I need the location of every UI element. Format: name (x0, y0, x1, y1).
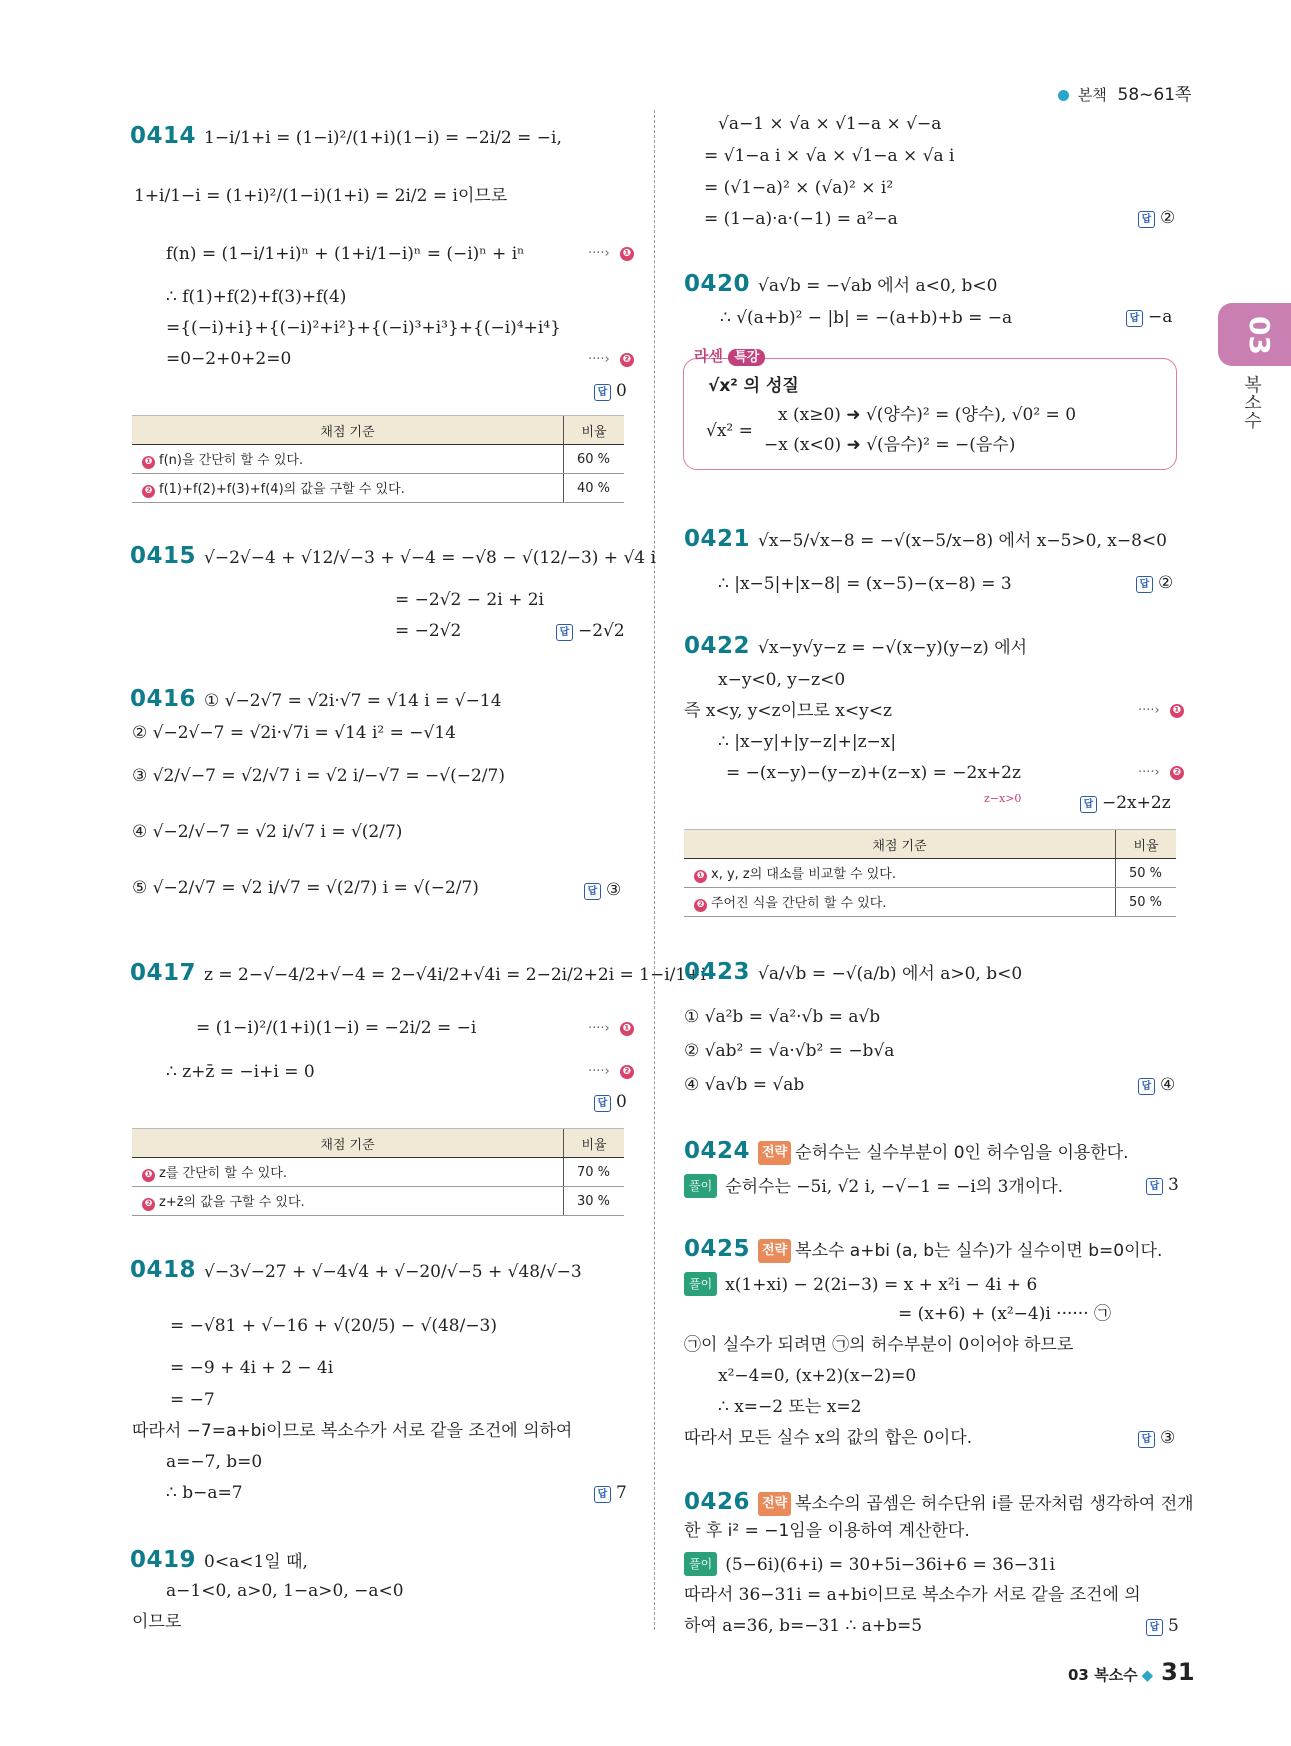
problem-0419-line4: √a−1 × √a × √1−a × √−a (718, 114, 942, 134)
answer-icon: 답 (556, 624, 573, 641)
problem-0424-solution (684, 1174, 1063, 1198)
strategy-tag: 전략 (758, 1239, 791, 1263)
lecture-pill: 특강 (728, 349, 765, 366)
problem-number: 0420 (684, 271, 751, 297)
answer-icon: 답 (1138, 1431, 1155, 1448)
footer-star-icon: ◆ (1141, 1666, 1154, 1684)
grading-table-0422 (684, 829, 1176, 917)
chapter-number: 03 (1242, 316, 1276, 355)
strategy-tag: 전략 (758, 1492, 791, 1516)
problem-0415-line1 (130, 545, 656, 569)
table-header: 채점 기준 (132, 416, 564, 445)
problem-number: 0426 (684, 1489, 751, 1515)
strategy-tag: 전략 (758, 1141, 791, 1165)
reference-label: 본책 (1077, 86, 1107, 104)
answer-value: ④ (1160, 1075, 1176, 1095)
lecture-title: √x² 의 성질 (708, 376, 799, 396)
problem-0422-line1 (684, 635, 1027, 659)
reference-dot-icon (1058, 90, 1069, 101)
strategy-text: 복소수의 곱셈은 허수단위 i를 문자처럼 생각하여 전개 (795, 1494, 1194, 1514)
chapter-tab (1218, 303, 1291, 366)
problem-0424-answer (1146, 1175, 1179, 1195)
problem-0415-line3: = −2√2 (395, 621, 462, 641)
problem-0414-line3: f(n) = (1−i/1+i)ⁿ + (1+i/1−i)ⁿ = (−i)ⁿ + iⁿ (166, 244, 525, 264)
problem-0414-line6: =0−2+0+2=0 (166, 349, 292, 369)
problem-number: 0418 (130, 1257, 197, 1283)
table-cell: 60 % (564, 445, 625, 474)
answer-value: 3 (1168, 1175, 1179, 1195)
problem-0418-line6: a=−7, b=0 (166, 1452, 263, 1472)
problem-0414-line5: ={(−i)+i}+{(−i)²+i²}+{(−i)³+i³}+{(−i)⁴+i⁴} (166, 318, 561, 338)
answer-icon: 답 (1138, 1078, 1155, 1095)
problem-0418-line3: = −9 + 4i + 2 − 4i (170, 1358, 334, 1378)
grading-table-0417 (132, 1128, 624, 1216)
answer-icon: 답 (1146, 1619, 1163, 1636)
problem-0424-strategy (684, 1140, 1129, 1165)
step-marker: ····› ❷ (588, 1064, 634, 1079)
problem-0419-answer (1138, 208, 1175, 228)
footer-chapter: 03 복소수 (1068, 1666, 1138, 1684)
table-cell: f(1)+f(2)+f(3)+f(4)의 값을 구할 수 있다. (159, 482, 405, 497)
equation: ① √−2√7 = √2i·√7 = √14 i = √−14 (204, 691, 502, 711)
step-1-icon: ❶ (142, 456, 155, 469)
answer-value: 5 (1168, 1616, 1179, 1636)
problem-0425-line4: x²−4=0, (x+2)(x−2)=0 (718, 1366, 917, 1386)
equation: √x−5/√x−8 = −√(x−5/x−8) 에서 x−5>0, x−8<0 (758, 531, 1167, 551)
problem-0421-line1 (684, 528, 1167, 552)
problem-0416-line3: ③ √2/√−7 = √2/√7 i = √2 i/−√7 = −√(−2/7) (132, 766, 505, 786)
problem-0425-line1 (684, 1272, 1037, 1296)
lecture-row2: −x (x<0) ➜ √(음수)² = −(음수) (764, 435, 1016, 455)
step-marker: ····› ❶ (588, 246, 634, 261)
page-reference (1058, 80, 1191, 105)
problem-0422-line5: = −(x−y)−(y−z)+(z−x) = −2x+2z (726, 763, 1021, 783)
problem-0416-line4: ④ √−2/√−7 = √2 i/√7 i = √(2/7) (132, 822, 403, 842)
table-header: 비율 (1116, 830, 1177, 859)
page-number: 31 (1161, 1658, 1195, 1686)
problem-number: 0415 (130, 543, 197, 569)
equation: √x−y√y−z = −√(x−y)(y−z) 에서 (758, 638, 1028, 658)
problem-0419-line3: 이므로 (132, 1612, 182, 1632)
table-header: 비율 (564, 416, 625, 445)
table-header: 채점 기준 (684, 830, 1116, 859)
problem-0422-answer (1080, 793, 1171, 813)
problem-0421-answer (1136, 573, 1173, 593)
table-cell: z를 간단히 할 수 있다. (159, 1166, 287, 1181)
solution-tag: 풀이 (684, 1174, 717, 1198)
table-row (132, 1187, 564, 1216)
strategy-text: 복소수 a+bi (a, b는 실수)가 실수이면 b=0이다. (795, 1241, 1163, 1261)
problem-0416-line2: ② √−2√−7 = √2i·√7i = √14 i² = −√14 (132, 723, 456, 743)
step-marker: ····› ❷ (1138, 765, 1184, 780)
problem-0422-line3: 즉 x<y, y<z이므로 x<y<z (684, 701, 892, 721)
problem-0423-line2: ① √a²b = √a²·√b = a√b (684, 1007, 881, 1027)
answer-value: ③ (606, 880, 622, 900)
step-1-icon: ❶ (694, 870, 707, 883)
answer-value: −2x+2z (1102, 793, 1171, 813)
equation: √−2√−4 + √12/√−3 + √−4 = −√8 − √(12/−3) + √4 i (204, 548, 656, 568)
problem-0420-line2: ∴ √(a+b)² − |b| = −(a+b)+b = −a (720, 308, 1013, 328)
problem-0415-line2: = −2√2 − 2i + 2i (395, 590, 544, 610)
table-row (132, 474, 564, 503)
problem-0425-line6: 따라서 모든 실수 x의 값의 합은 0이다. (684, 1428, 973, 1448)
answer-value: 7 (616, 1483, 627, 1503)
equation: √−3√−27 + √−4√4 + √−20/√−5 + √48/√−3 (204, 1262, 582, 1282)
problem-0423-answer (1138, 1075, 1175, 1095)
problem-0419-line5: = √1−a i × √a × √1−a × √a i (704, 146, 955, 166)
lecture-row1: x (x≥0) ➜ √(양수)² = (양수), √0² = 0 (778, 405, 1077, 425)
equation: 1−i/1+i = (1−i)²/(1+i)(1−i) = −2i/2 = −i, (204, 128, 562, 148)
problem-0422-line2: x−y<0, y−z<0 (718, 670, 846, 690)
chapter-title: 복소수 (1241, 375, 1262, 429)
problem-0419-line7: = (1−a)·a·(−1) = a²−a (704, 209, 898, 229)
problem-0417-line3: ∴ z+z̄ = −i+i = 0 (166, 1062, 315, 1082)
table-header: 채점 기준 (132, 1129, 564, 1158)
table-row (132, 445, 564, 474)
step-2-icon: ❷ (1170, 766, 1184, 780)
problem-0420-line1 (684, 273, 997, 297)
table-cell: 50 % (1116, 888, 1177, 917)
problem-number: 0416 (130, 686, 197, 712)
answer-value: 0 (616, 1092, 627, 1112)
grading-table-0414 (132, 415, 624, 503)
equation: x(1+xi) − 2(2i−3) = x + x²i − 4i + 6 (725, 1275, 1038, 1295)
table-cell: x, y, z의 대소를 비교할 수 있다. (711, 867, 896, 882)
problem-0417-line2: = (1−i)²/(1+i)(1−i) = −2i/2 = −i (196, 1018, 477, 1038)
equation: 0<a<1일 때, (204, 1552, 308, 1572)
step-1-icon: ❶ (620, 247, 634, 261)
equation: z = 2−√−4/2+√−4 = 2−√4i/2+√4i = 2−2i/2+2i = 1−i/1+i (204, 965, 706, 985)
problem-0414-line1 (130, 125, 562, 149)
problem-0426-strategy (684, 1491, 1194, 1516)
table-cell: 40 % (564, 474, 625, 503)
step-1-icon: ❶ (620, 1022, 634, 1036)
problem-0425-line2: = (x+6) + (x²−4)i ······ ㉠ (898, 1304, 1112, 1324)
equation: √a√b = −√ab 에서 a<0, b<0 (758, 276, 998, 296)
problem-0416-line1 (130, 688, 502, 712)
answer-icon: 답 (1138, 211, 1155, 228)
problem-0426-line2: 따라서 36−31i = a+bi이므로 복소수가 서로 같을 조건에 의 (684, 1585, 1141, 1605)
problem-0425-line3: ㉠이 실수가 되려면 ㉠의 허수부분이 0이어야 하므로 (684, 1335, 1074, 1355)
problem-0423-line4: ④ √a√b = √ab (684, 1075, 805, 1095)
problem-0418-line5: 따라서 −7=a+bi이므로 복소수가 서로 같을 조건에 의하여 (132, 1421, 573, 1441)
step-2-icon: ❷ (142, 1198, 155, 1211)
problem-0426-line1 (684, 1552, 1055, 1576)
equation: (5−6i)(6+i) = 30+5i−36i+6 = 36−31i (725, 1555, 1056, 1575)
problem-0419-line2: a−1<0, a>0, 1−a>0, −a<0 (166, 1581, 404, 1601)
problem-0414-line2: 1+i/1−i = (1+i)²/(1−i)(1+i) = 2i/2 = i이므로 (134, 186, 508, 206)
problem-number: 0423 (684, 959, 751, 985)
answer-value: ② (1158, 573, 1174, 593)
problem-0416-answer (584, 880, 621, 900)
equation: 순허수는 −5i, √2 i, −√−1 = −i의 3개이다. (725, 1177, 1064, 1197)
problem-0417-answer (594, 1092, 627, 1112)
table-cell: z+z̄의 값을 구할 수 있다. (159, 1195, 305, 1210)
problem-0422-note: z−x>0 (984, 792, 1022, 805)
problem-0425-strategy (684, 1238, 1162, 1263)
problem-0425-answer (1138, 1428, 1175, 1448)
problem-number: 0414 (130, 123, 197, 149)
answer-icon: 답 (594, 1095, 611, 1112)
answer-value: 0 (616, 381, 627, 401)
table-row (684, 888, 1116, 917)
table-row (132, 1158, 564, 1187)
step-2-icon: ❷ (142, 485, 155, 498)
lecture-heading (694, 345, 765, 366)
strategy-text: 순허수는 실수부분이 0인 허수임을 이용한다. (795, 1143, 1129, 1163)
problem-0423-line3: ② √ab² = √a·√b² = −b√a (684, 1041, 895, 1061)
lecture-lhs: √x² = (706, 421, 753, 441)
answer-icon: 답 (1080, 796, 1097, 813)
problem-0418-answer (594, 1483, 627, 1503)
problem-0426-strategy2: 한 후 i² = −1임을 이용하여 계산한다. (684, 1521, 970, 1541)
table-cell: 30 % (564, 1187, 625, 1216)
answer-icon: 답 (594, 384, 611, 401)
problem-0418-line1 (130, 1259, 582, 1283)
answer-icon: 답 (1146, 1178, 1163, 1195)
column-divider (654, 110, 655, 1630)
step-2-icon: ❷ (694, 899, 707, 912)
problem-0426-answer (1146, 1616, 1179, 1636)
problem-0422-line4: ∴ |x−y|+|y−z|+|z−x| (718, 732, 897, 752)
problem-0426-line3: 하여 a=36, b=−31 ∴ a+b=5 (684, 1616, 923, 1636)
answer-value: ③ (1160, 1428, 1176, 1448)
problem-0425-line5: ∴ x=−2 또는 x=2 (718, 1397, 862, 1417)
step-1-icon: ❶ (142, 1169, 155, 1182)
problem-number: 0417 (130, 960, 197, 986)
answer-icon: 답 (594, 1486, 611, 1503)
answer-value: ② (1160, 208, 1176, 228)
table-cell: 50 % (1116, 859, 1177, 888)
step-marker: ····› ❶ (1138, 703, 1184, 718)
problem-number: 0425 (684, 1236, 751, 1262)
problem-0414-answer (594, 381, 627, 401)
answer-icon: 답 (1136, 576, 1153, 593)
lecture-badge: 라센 (694, 347, 723, 365)
problem-0416-line5: ⑤ √−2/√7 = √2 i/√7 = √(2/7) i = √(−2/7) (132, 878, 479, 898)
equation: √a/√b = −√(a/b) 에서 a>0, b<0 (758, 964, 1023, 984)
step-1-icon: ❶ (1170, 704, 1184, 718)
problem-0417-line1 (130, 962, 706, 986)
problem-0419-line1 (130, 1549, 308, 1573)
table-cell: f(n)을 간단히 할 수 있다. (159, 453, 304, 468)
answer-value: −2√2 (578, 621, 625, 641)
solution-tag: 풀이 (684, 1272, 717, 1296)
step-marker: ····› ❶ (588, 1021, 634, 1036)
page-footer (1068, 1658, 1195, 1686)
answer-icon: 답 (1126, 310, 1143, 327)
table-cell: 70 % (564, 1158, 625, 1187)
problem-0423-line1 (684, 961, 1022, 985)
problem-0418-line7: ∴ b−a=7 (166, 1483, 243, 1503)
problem-number: 0421 (684, 526, 751, 552)
problem-0414-line4: ∴ f(1)+f(2)+f(3)+f(4) (166, 287, 347, 307)
solution-tag: 풀이 (684, 1552, 717, 1576)
problem-0415-answer (556, 621, 625, 641)
problem-0419-line6: = (√1−a)² × (√a)² × i² (704, 178, 894, 198)
answer-icon: 답 (584, 883, 601, 900)
answer-value: −a (1148, 307, 1173, 327)
problem-0418-line2: = −√81 + √−16 + √(20/5) − √(48/−3) (170, 1316, 498, 1336)
step-marker: ····› ❷ (588, 352, 634, 367)
table-cell: 주어진 식을 간단히 할 수 있다. (711, 896, 887, 911)
problem-number: 0424 (684, 1138, 751, 1164)
table-header: 비율 (564, 1129, 625, 1158)
reference-range: 58~61쪽 (1117, 85, 1192, 105)
step-2-icon: ❷ (620, 1065, 634, 1079)
step-2-icon: ❷ (620, 353, 634, 367)
problem-0418-line4: = −7 (170, 1390, 215, 1410)
problem-0420-answer (1126, 307, 1172, 327)
problem-0421-line2: ∴ |x−5|+|x−8| = (x−5)−(x−8) = 3 (718, 574, 1012, 594)
table-row (684, 859, 1116, 888)
problem-number: 0419 (130, 1547, 197, 1573)
problem-number: 0422 (684, 633, 751, 659)
